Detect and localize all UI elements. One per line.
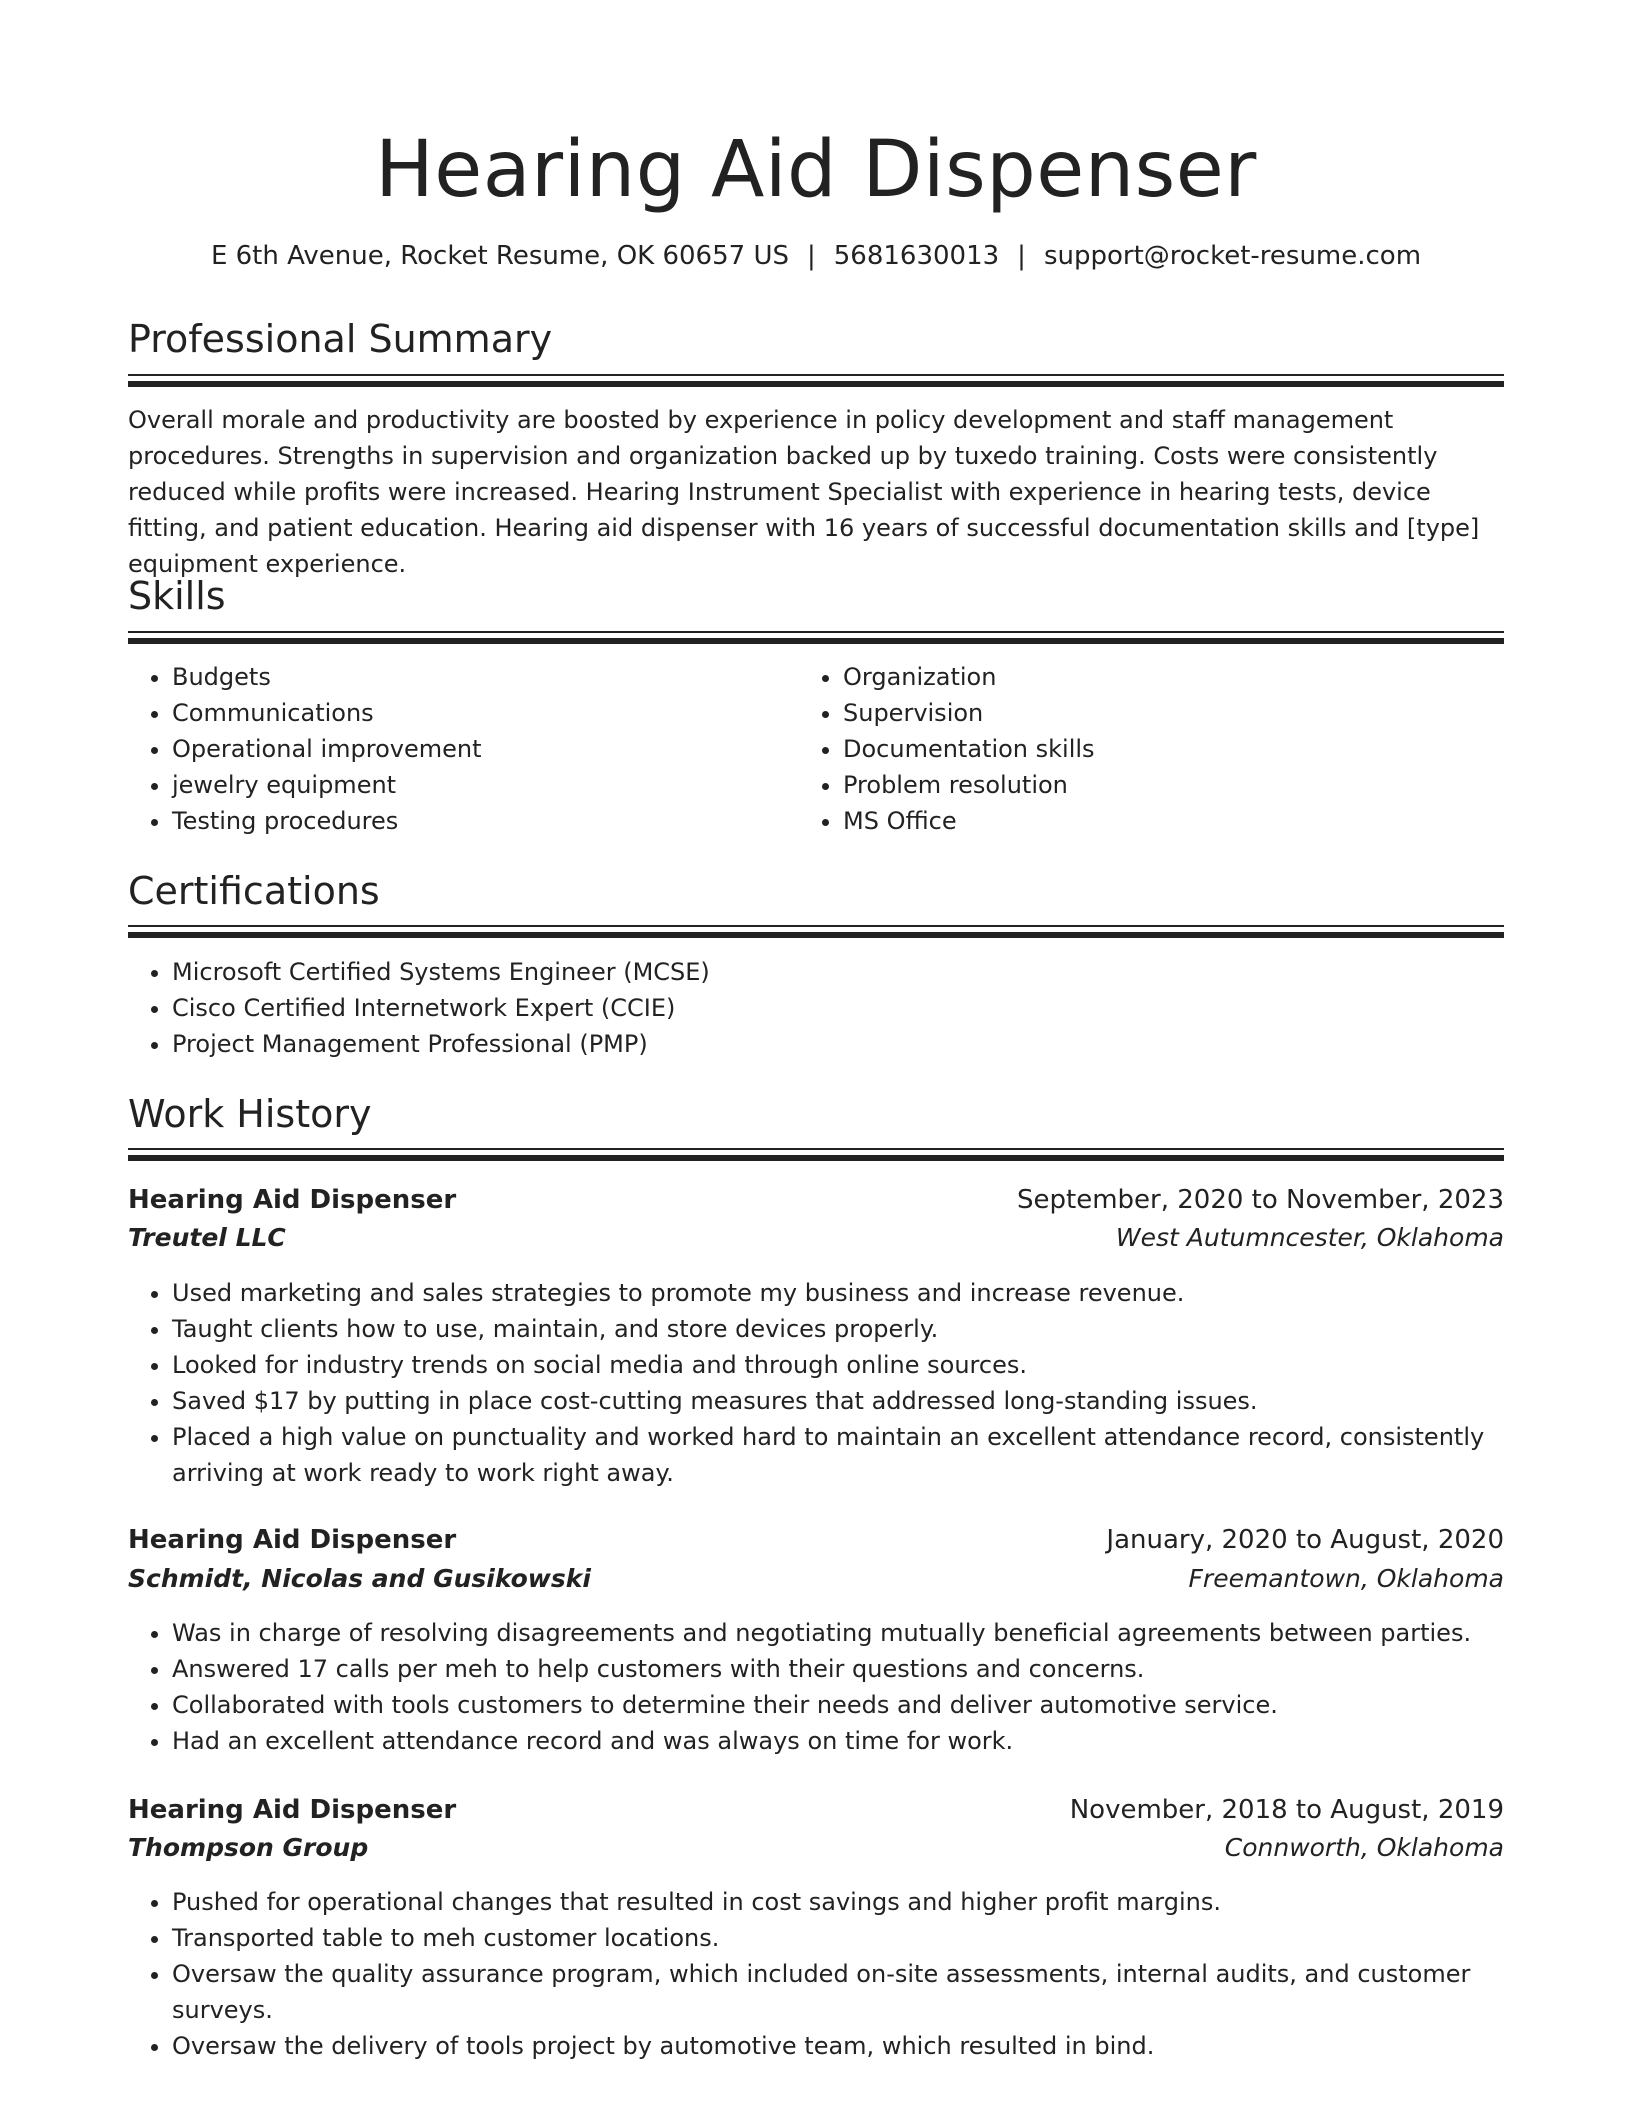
job-bullet: • Saved $17 by putting in place cost-cutting measures that addressed long-standing issues.: [172, 1383, 1502, 1419]
section-rule-thin: [128, 925, 1504, 927]
contact-line: [128, 238, 1504, 274]
job-bullet: • Was in charge of resolving disagreements and negotiating mutually beneficial agreements between parties.: [172, 1615, 1502, 1651]
section-title-skills: Skills: [128, 574, 226, 618]
section-rule-thick: [128, 638, 1504, 644]
summary-section: [128, 314, 1504, 364]
skills-list-left: [128, 659, 802, 839]
contact-separator: |: [806, 241, 816, 271]
section-title-certifications: Certifications: [128, 869, 380, 913]
skill-item: • MS Office: [843, 803, 1543, 839]
skill-item: • Budgets: [172, 659, 802, 695]
job-location: Freemantown, Oklahoma: [1188, 1564, 1504, 1593]
job-location: Connworth, Oklahoma: [1224, 1833, 1504, 1862]
section-rule-thin: [128, 374, 1504, 376]
section-rule-thin: [128, 631, 1504, 633]
job-company: Thompson Group: [128, 1833, 369, 1862]
job-bullets: [128, 1884, 1502, 2064]
section-rule-thin: [128, 1148, 1504, 1150]
certifications-list: [128, 954, 1502, 1062]
contact-email: support@rocket-resume.com: [1043, 241, 1422, 271]
section-rule-thick: [128, 1155, 1504, 1161]
skills-list-right: [799, 659, 1543, 839]
job-dates: November, 2018 to August, 2019: [1069, 1795, 1504, 1825]
job-title: Hearing Aid Dispenser: [128, 1185, 457, 1215]
contact-phone: 5681630013: [833, 241, 1000, 271]
job-bullet: • Placed a high value on punctuality and worked hard to maintain an excellent attendance record, consistently arriving at work ready to work right away.: [172, 1419, 1502, 1491]
contact-address: E 6th Avenue, Rocket Resume, OK 60657 US: [210, 241, 789, 271]
skill-item: • Organization: [843, 659, 1543, 695]
job-company: Schmidt, Nicolas and Gusikowski: [128, 1564, 591, 1593]
job-bullet: • Transported table to meh customer locations.: [172, 1920, 1502, 1956]
job-bullet: • Answered 17 calls per meh to help customers with their questions and concerns.: [172, 1651, 1502, 1687]
section-rule-thick: [128, 932, 1504, 938]
skill-item: • Supervision: [843, 695, 1543, 731]
certification-item: • Project Management Professional (PMP): [172, 1026, 1502, 1062]
certification-item: • Microsoft Certified Systems Engineer (MCSE): [172, 954, 1502, 990]
job-bullet: • Taught clients how to use, maintain, and store devices properly.: [172, 1311, 1502, 1347]
skill-item: • Problem resolution: [843, 767, 1543, 803]
contact-separator: |: [1017, 241, 1026, 271]
summary-text: Overall morale and productivity are boosted by experience in policy development and staff management procedures. Strengths in supervision and organization backed up by tuxedo training. Costs were consistently reduced while profits were increased. Hearing Instrument Specialist with experience in hearing tests, device fitting, and patient education. Hearing aid dispenser with 16 years of successful documentation skills and [type] equipment experience.: [128, 406, 1480, 578]
job-bullet: • Oversaw the delivery of tools project by automotive team, which resulted in bind.: [172, 2028, 1502, 2064]
job-bullet: • Pushed for operational changes that resulted in cost savings and higher profit margins.: [172, 1884, 1502, 1920]
job-title: Hearing Aid Dispenser: [128, 1525, 457, 1555]
certification-item: • Cisco Certified Internetwork Expert (CCIE): [172, 990, 1502, 1026]
job-bullet: • Collaborated with tools customers to determine their needs and deliver automotive service.: [172, 1687, 1502, 1723]
job-bullet: • Had an excellent attendance record and was always on time for work.: [172, 1723, 1502, 1759]
skill-item: • Communications: [172, 695, 802, 731]
job-dates: September, 2020 to November, 2023: [1017, 1185, 1504, 1215]
section-rule-thick: [128, 381, 1504, 387]
candidate-name: Hearing Aid Dispenser: [375, 125, 1257, 215]
job-bullets: [128, 1275, 1502, 1491]
skill-item: • Operational improvement: [172, 731, 802, 767]
certifications-section: [128, 866, 1504, 916]
job-bullet: • Oversaw the quality assurance program, which included on-site assessments, internal audits, and customer surveys.: [172, 1956, 1502, 2028]
job-bullets: [128, 1615, 1502, 1759]
skill-item: • Documentation skills: [843, 731, 1543, 767]
job-bullet: • Looked for industry trends on social media and through online sources.: [172, 1347, 1502, 1383]
skills-section: [128, 571, 1504, 621]
job-dates: January, 2020 to August, 2020: [1106, 1525, 1504, 1555]
section-title-summary: Professional Summary: [128, 317, 553, 361]
work-section: [128, 1089, 1504, 1139]
job-title: Hearing Aid Dispenser: [128, 1795, 457, 1825]
skill-item: • jewelry equipment: [172, 767, 802, 803]
section-title-work: Work History: [128, 1092, 372, 1136]
job-bullet: • Used marketing and sales strategies to promote my business and increase revenue.: [172, 1275, 1502, 1311]
job-company: Treutel LLC: [128, 1223, 286, 1252]
job-location: West Autumncester, Oklahoma: [1115, 1223, 1504, 1252]
skill-item: • Testing procedures: [172, 803, 802, 839]
